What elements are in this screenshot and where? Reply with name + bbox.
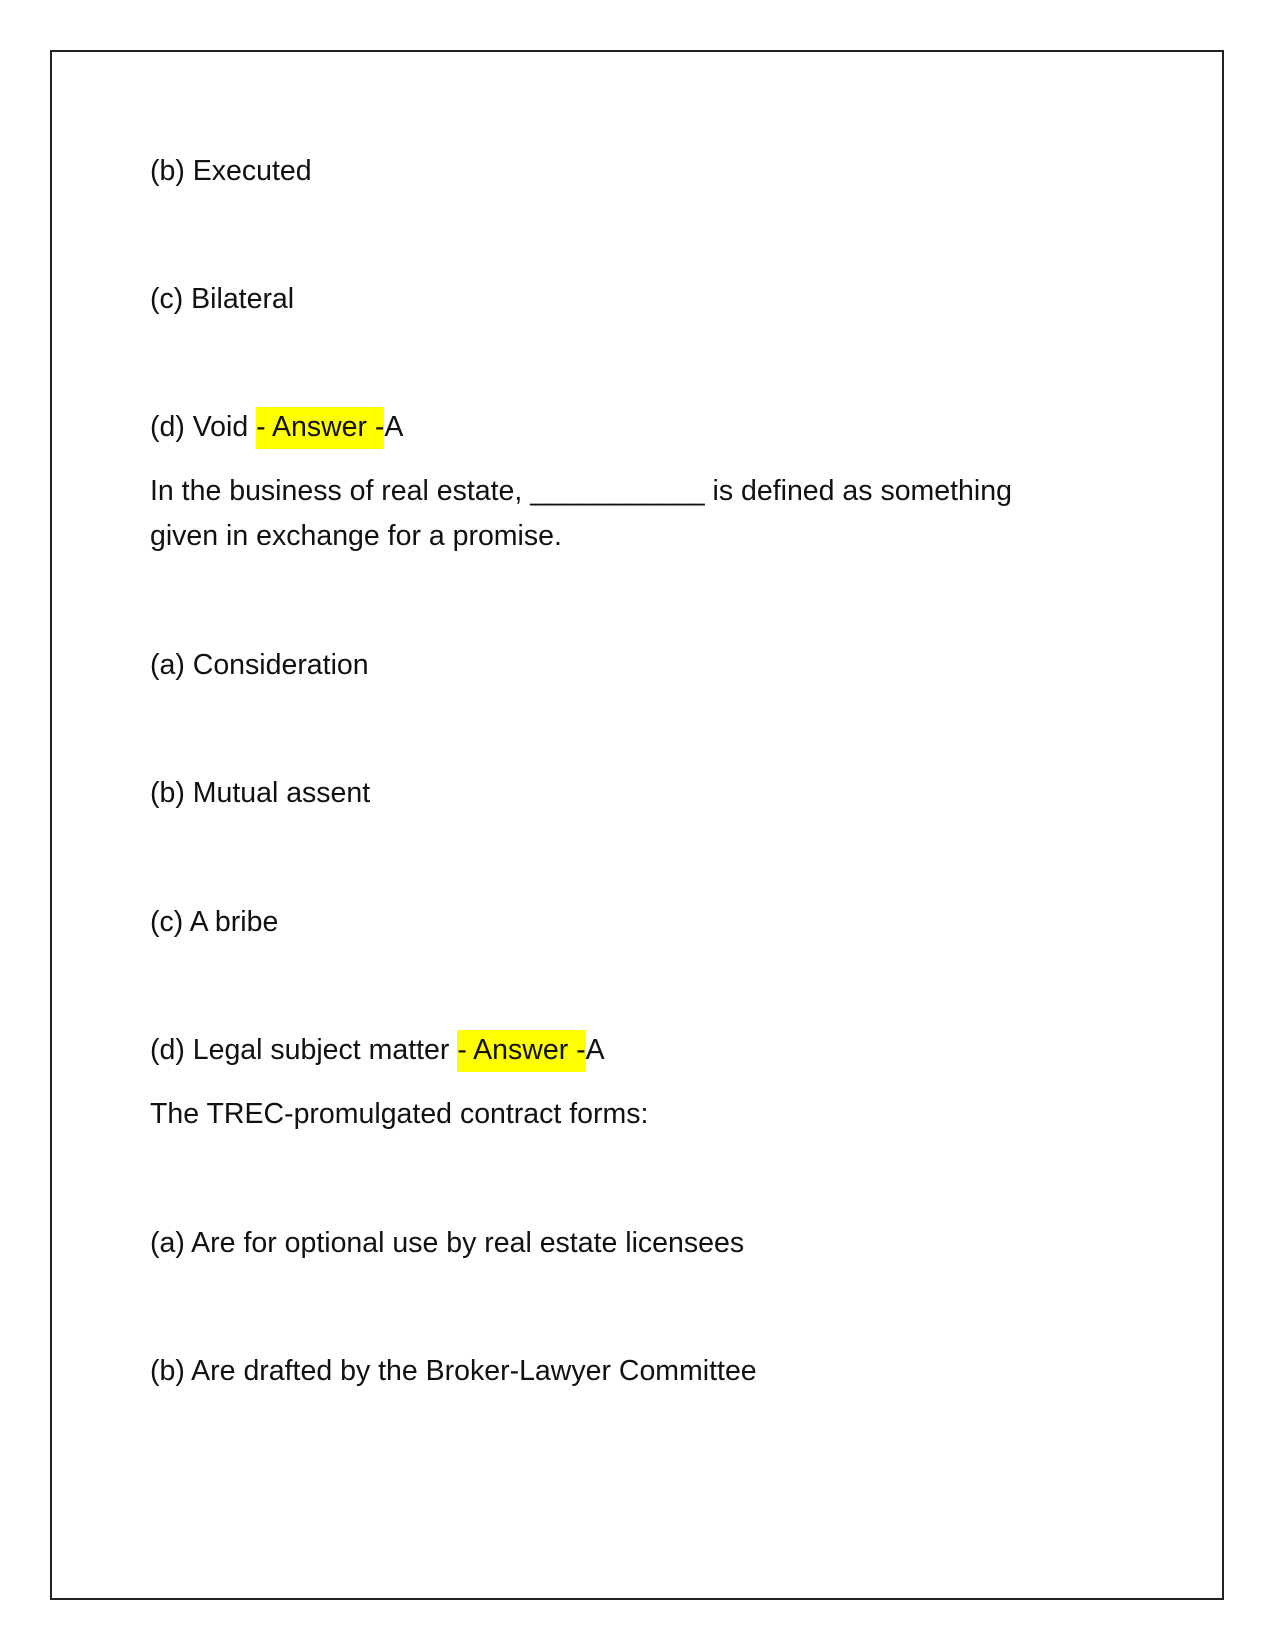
option-a-optional-use: (a) Are for optional use by real estate licensees	[150, 1227, 745, 1259]
option-c-bribe: (c) A bribe	[150, 906, 279, 938]
question-trec-forms: The TREC-promulgated contract forms:	[150, 1098, 649, 1130]
answer-highlight: - Answer -	[457, 1030, 585, 1072]
option-b-mutual-assent: (b) Mutual assent	[150, 777, 371, 809]
answer-value: A	[585, 1034, 605, 1066]
option-a-consideration: (a) Consideration	[150, 649, 369, 681]
question-consideration-line2: given in exchange for a promise.	[150, 520, 562, 552]
option-b-broker-lawyer: (b) Are drafted by the Broker-Lawyer Committee	[150, 1355, 757, 1387]
option-d-text: (d) Void	[150, 411, 257, 443]
question-consideration-line1: In the business of real estate, ___________ is defined as something	[150, 475, 1012, 507]
answer-highlight: - Answer -	[256, 407, 384, 449]
option-d-void	[150, 404, 403, 450]
option-d-legal-subject-matter	[150, 1027, 605, 1073]
option-c-bilateral: (c) Bilateral	[150, 283, 295, 315]
answer-value: A	[384, 411, 404, 443]
option-b-executed: (b) Executed	[150, 155, 312, 187]
option-d-text: (d) Legal subject matter	[150, 1034, 458, 1066]
